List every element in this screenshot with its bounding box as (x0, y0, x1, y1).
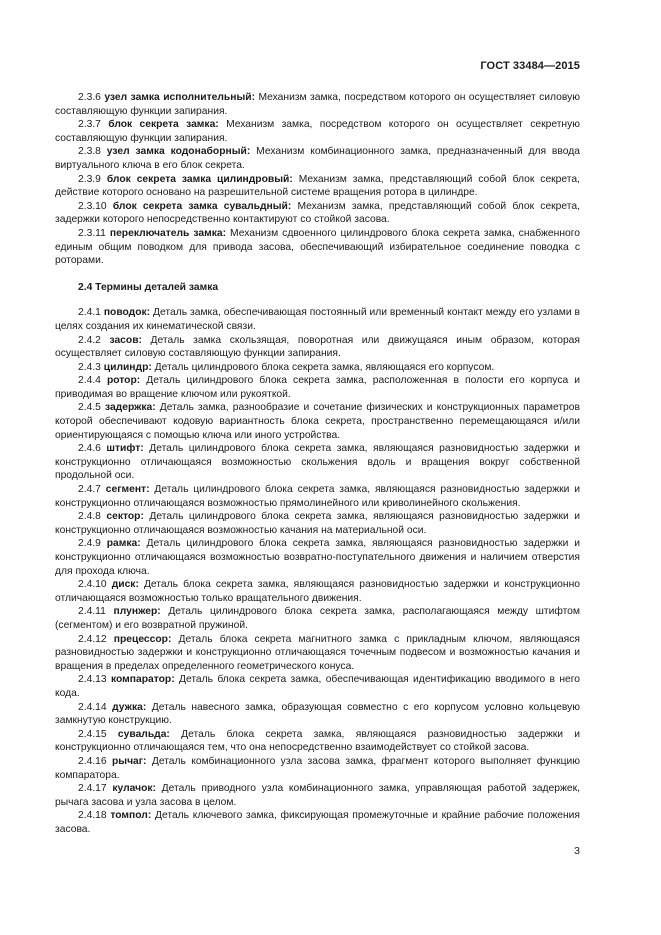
term-entry (55, 578, 580, 605)
term-number: 2.4.17 (78, 783, 107, 795)
term-name: кулачок: (112, 783, 156, 795)
term-number: 2.3.6 (78, 92, 101, 103)
term-number: 2.4.5 (78, 402, 101, 414)
term-number: 2.4.4 (78, 375, 101, 387)
document-header: ГОСТ 33484—2015 (480, 60, 580, 72)
page-content (55, 91, 580, 836)
term-entry (55, 605, 580, 632)
term-name: цилиндр: (103, 361, 152, 373)
term-name: компаратор: (110, 674, 175, 686)
term-entry (55, 306, 580, 333)
term-entry (55, 173, 580, 200)
term-definition: Деталь цилиндрового блока секрета замка, являющаяся его корпусом. (154, 361, 495, 373)
term-definition: Деталь цилиндрового блока секрета замка, являющаяся разновидностью задержки и конструкционно отличающаяся возможностью возвратно-поступательного движения и наличием отверстия для прохода ключа. (55, 538, 580, 577)
term-entry (55, 401, 580, 442)
term-name: прецессор: (113, 633, 172, 645)
term-entry (55, 633, 580, 674)
term-name: штифт: (106, 443, 144, 455)
term-name: блок секрета замка сувальдный: (112, 200, 292, 212)
term-entry (55, 227, 580, 268)
term-number: 2.4.11 (78, 606, 106, 618)
term-definition: Механизм комбинационного замка, предназначенный для ввода виртуального ключа в его блок секрета. (55, 146, 580, 171)
term-name: переключатель замка: (109, 227, 227, 239)
term-name: поводок: (103, 307, 151, 319)
term-name: рамка: (106, 538, 141, 550)
term-definition: Деталь блока секрета замка, обеспечивающая идентификацию вводимого в него кода. (55, 674, 580, 699)
term-name: дужка: (112, 701, 147, 713)
term-entry (55, 442, 580, 483)
term-number: 2.3.11 (78, 227, 106, 239)
section-title: 2.4 Термины деталей замка (78, 281, 219, 293)
term-entry (55, 361, 580, 375)
term-name: задержка: (104, 402, 156, 414)
term-entry (55, 200, 580, 227)
term-definition: Механизм замка, представляющий собой блок секрета, действие которого основано на разрешительной системе вращения ротора в цилиндре. (55, 173, 580, 199)
term-definition: Деталь комбинационного узла засова замка, фрагмент которого выполняет функцию компаратора. (55, 755, 580, 781)
term-definition: Деталь замка, разнообразие и сочетание физических и конструкционных параметров которой обеспечивают кодовую вариантность блока секрета, пространственно перемещающаяся и/или ориентирующаяся с помощью ключа или иного устройства. (55, 402, 580, 441)
term-name: сектор: (106, 511, 144, 523)
term-number: 2.4.15 (78, 728, 107, 740)
term-definition: Деталь блока секрета магнитного замка с прикладным ключом, являющаяся разновидностью задержки и конструкционно отличающаяся точечным подвесом и возможностью качания и вращения в пределах определенного геометрического конуса. (55, 633, 580, 672)
term-definition: Деталь цилиндрового блока секрета замка, являющаяся разновидностью задержки и конструкционно отличающаяся возможностью качания на материальной оси. (55, 511, 580, 536)
term-definition: Деталь цилиндрового блока секрета замка, расположенная в полости его корпуса и приводимая во вращение ключом или рукояткой. (55, 375, 580, 400)
term-number: 2.4.18 (78, 810, 107, 822)
term-definition: Деталь замка, обеспечивающая постоянный или временный контакт между его узлами в целях создания их кинематической связи. (55, 307, 580, 332)
term-definition: Деталь ключевого замка, фиксирующая промежуточные и крайние рабочие положения засова. (55, 810, 580, 835)
term-number: 2.3.8 (78, 146, 101, 158)
term-definition: Деталь блока секрета замка, являющаяся разновидностью задержки и конструкционно отличающаяся тем, что она непосредственно взаимодействует со стойкой засова. (55, 728, 580, 754)
term-name: плунжер: (113, 606, 161, 618)
term-number: 2.4.14 (78, 701, 107, 713)
term-name: узел замка кодонаборный: (106, 146, 251, 158)
term-name: блок секрета замка цилиндровый: (106, 173, 293, 185)
page-number: 3 (574, 845, 580, 857)
term-entry (55, 91, 580, 118)
term-entry (55, 374, 580, 401)
term-name: диск: (111, 579, 139, 591)
term-number: 2.4.13 (78, 674, 107, 686)
term-definition: Механизм сдвоенного цилиндрового блока секрета замка, снабженного единым общим поводком для привода засова, обеспечивающий избирательное соединение поводка с роторами. (55, 227, 580, 267)
term-number: 2.4.16 (78, 755, 107, 767)
terms-list-2-4 (55, 306, 580, 836)
term-entry (55, 809, 580, 836)
term-name: блок секрета замка: (108, 119, 219, 131)
term-number: 2.3.9 (78, 173, 101, 185)
term-number: 2.4.8 (78, 511, 101, 523)
term-entry (55, 118, 580, 145)
term-entry (55, 701, 580, 728)
term-name: рычаг: (111, 755, 147, 767)
term-definition: Деталь блока секрета замка, являющаяся разновидностью задержки и конструкционно отличающаяся возможностью только вращательного движения. (55, 579, 580, 604)
term-number: 2.4.6 (78, 443, 101, 455)
term-entry (55, 755, 580, 782)
term-entry (55, 537, 580, 578)
term-number: 2.4.3 (78, 361, 101, 373)
term-number: 2.4.2 (78, 334, 101, 346)
term-name: ротор: (106, 375, 141, 387)
term-definition: Механизм замка, посредством которого он осуществляет силовую составляющую функции запирания. (55, 92, 580, 117)
term-definition: Деталь цилиндрового блока секрета замка, являющаяся разновидностью задержки и конструкционно отличающаяся возможностью скольжения вдоль и вращения вокруг собственной продольной оси. (55, 443, 580, 482)
term-number: 2.4.10 (78, 579, 107, 591)
term-number: 2.3.7 (78, 119, 101, 131)
term-definition: Деталь приводного узла комбинационного замка, управляющая работой задержек, рычага засова и узла засова в целом. (55, 783, 580, 808)
term-entry (55, 510, 580, 537)
term-name: засов: (109, 334, 142, 346)
term-definition: Деталь цилиндрового блока секрета замка, располагающаяся между штифтом (сегментом) и его возвратной пружиной. (55, 606, 580, 631)
term-number: 2.4.1 (78, 307, 101, 319)
term-definition: Деталь цилиндрового блока секрета замка, являющаяся разновидностью задержки и конструкционно отличающаяся возможностью прямолинейного или криволинейного скольжения. (55, 484, 580, 509)
term-entry (55, 673, 580, 700)
term-definition: Механизм замка, представляющий собой блок секрета, задержки которого непосредственно контактируют со стойкой засова. (55, 200, 580, 226)
term-name: узел замка исполнительный: (104, 92, 256, 103)
term-number: 2.4.7 (78, 484, 101, 496)
term-name: сегмент: (105, 484, 150, 496)
term-entry (55, 483, 580, 510)
term-definition: Деталь навесного замка, образующая совместно с его корпусом условно кольцевую замкнутую конструкцию. (55, 701, 580, 727)
term-name: томпол: (110, 810, 152, 822)
term-entry (55, 334, 580, 361)
term-entry (55, 145, 580, 172)
terms-list-2-3 (55, 91, 580, 268)
term-number: 2.4.9 (78, 538, 101, 550)
term-entry (55, 782, 580, 809)
term-definition: Деталь замка скользящая, поворотная или движущаяся иным образом, которая осуществляет силовую составляющую функции запирания. (55, 334, 580, 360)
term-number: 2.3.10 (78, 200, 107, 212)
term-entry (55, 728, 580, 755)
term-number: 2.4.12 (78, 633, 107, 645)
term-name: сувальда: (117, 728, 170, 740)
term-definition: Механизм замка, посредством которого он осуществляет секретную составляющую функции запирания. (55, 119, 580, 144)
